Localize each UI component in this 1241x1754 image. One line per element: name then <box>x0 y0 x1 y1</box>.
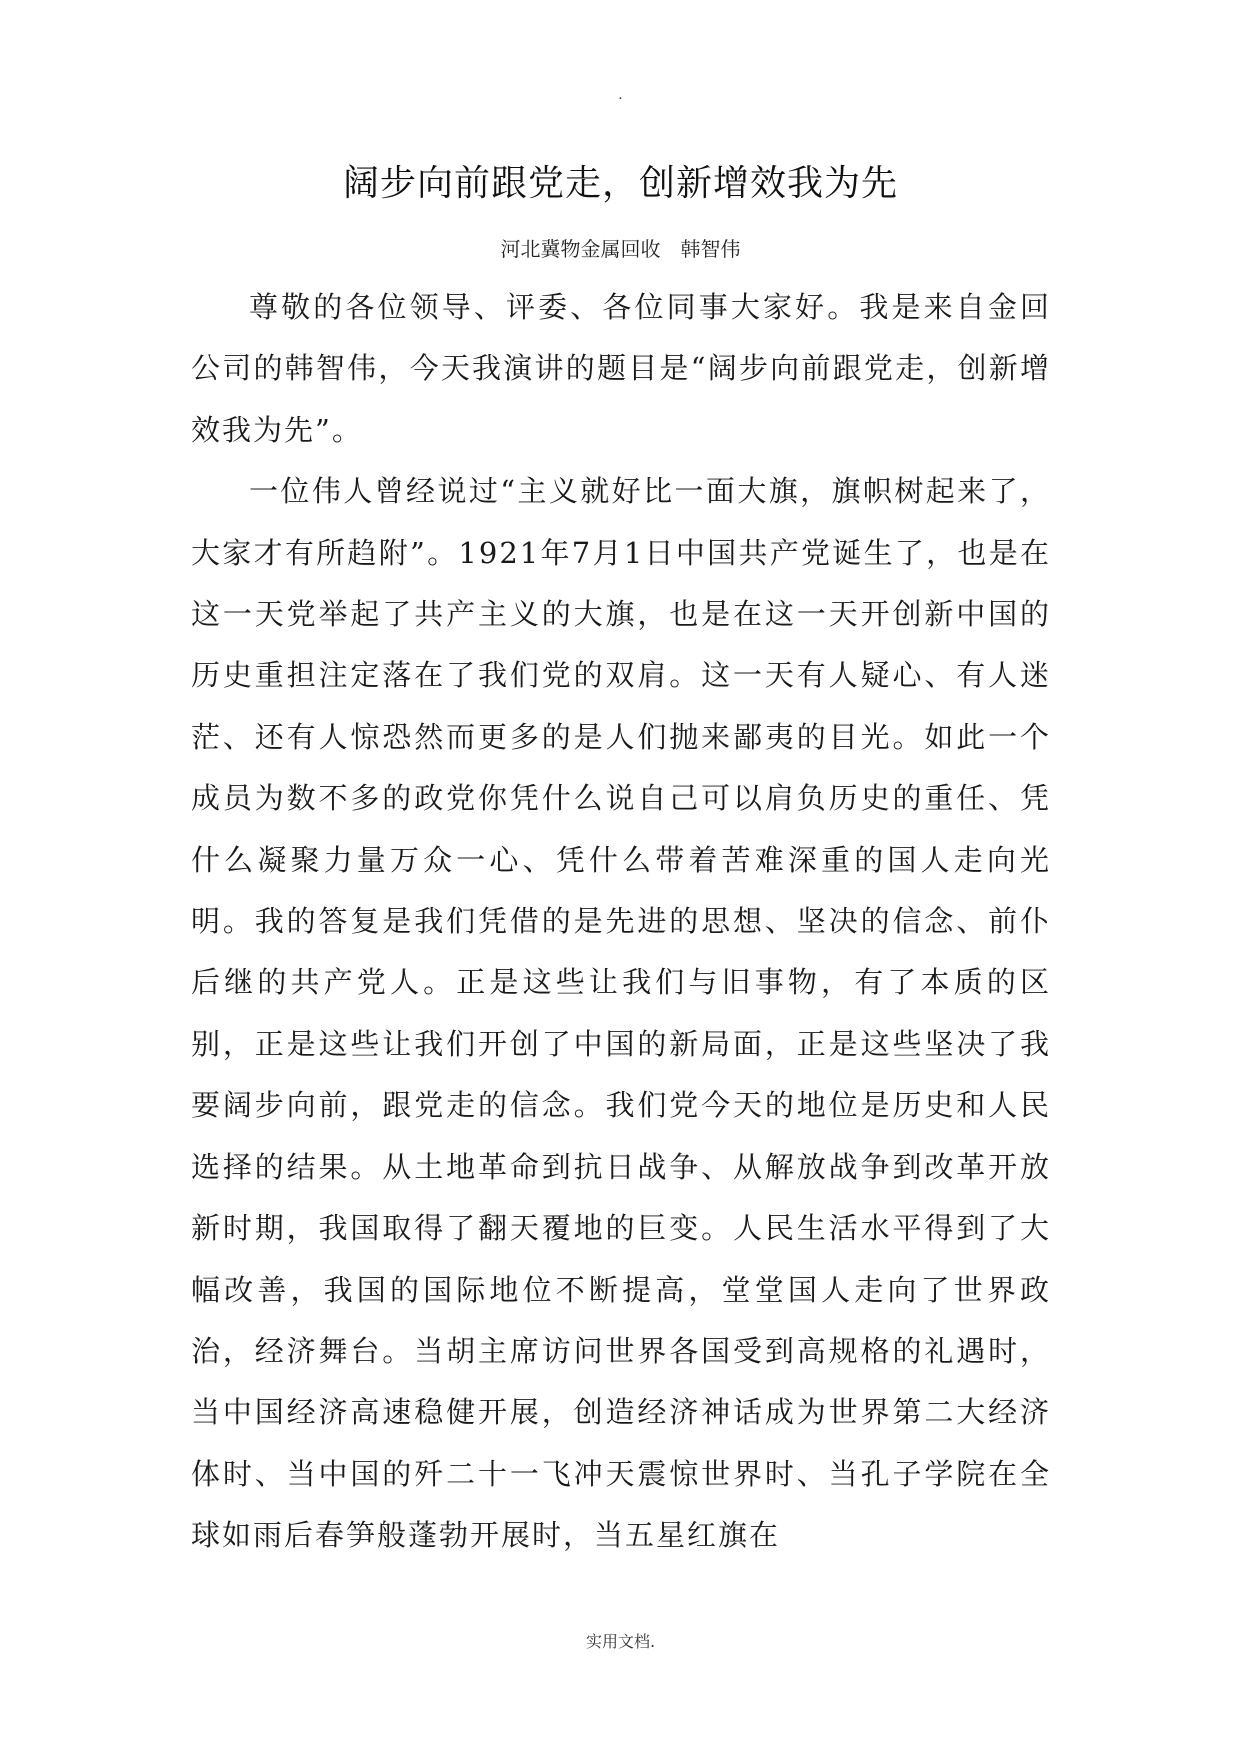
document-subtitle: 河北冀物金属回收 韩智伟 <box>500 237 741 261</box>
page-footer: 实用文档. <box>585 1632 656 1651</box>
paragraph-main: 一位伟人曾经说过“主义就好比一面大旗，旗帜树起来了，大家才有所趋附”。1921年7月1日中国共产党诞生了，也是在这一天党举起了共产主义的大旗，也是在这一天开创新中国的历史重担注定落在了我们党的双肩。这一天有人疑心、有人迷茫、还有人惊恐然而更多的是人们抛来鄙夷的目光。如此一个成员为数不多的政党你凭什么说自己可以肩负历史的重任、凭什么凝聚力量万众一心、凭什么带着苦难深重的国人走向光明。我的答复是我们凭借的是先进的思想、坚决的信念、前仆后继的共产党人。正是这些让我们与旧事物，有了本质的区别，正是这些让我们开创了中国的新局面，正是这些坚决了我要阔步向前，跟党走的信念。我们党今天的地位是历史和人民选择的结果。从土地革命到抗日战争、从解放战争到改革开放新时期，我国取得了翻天覆地的巨变。人民生活水平得到了大幅改善，我国的国际地位不断提高，堂堂国人走向了世界政治，经济舞台。当胡主席访问世界各国受到高规格的礼遇时，当中国经济高速稳健开展，创造经济神话成为世界第二大经济体时、当中国的歼二十一飞冲天震惊世界时、当孔子学院在全球如雨后春笋般蓬勃开展时，当五星红旗在 <box>191 474 1051 1553</box>
document-title: 阔步向前跟党走，创新增效我为先 <box>342 163 898 204</box>
document-body <box>191 277 1051 1567</box>
paragraph-greeting: 尊敬的各位领导、评委、各位同事大家好。我是来自金回公司的韩智伟，今天我演讲的题目是“阔步向前跟党走，创新增效我为先”。 <box>191 290 1051 447</box>
header-mark: . <box>618 87 623 103</box>
